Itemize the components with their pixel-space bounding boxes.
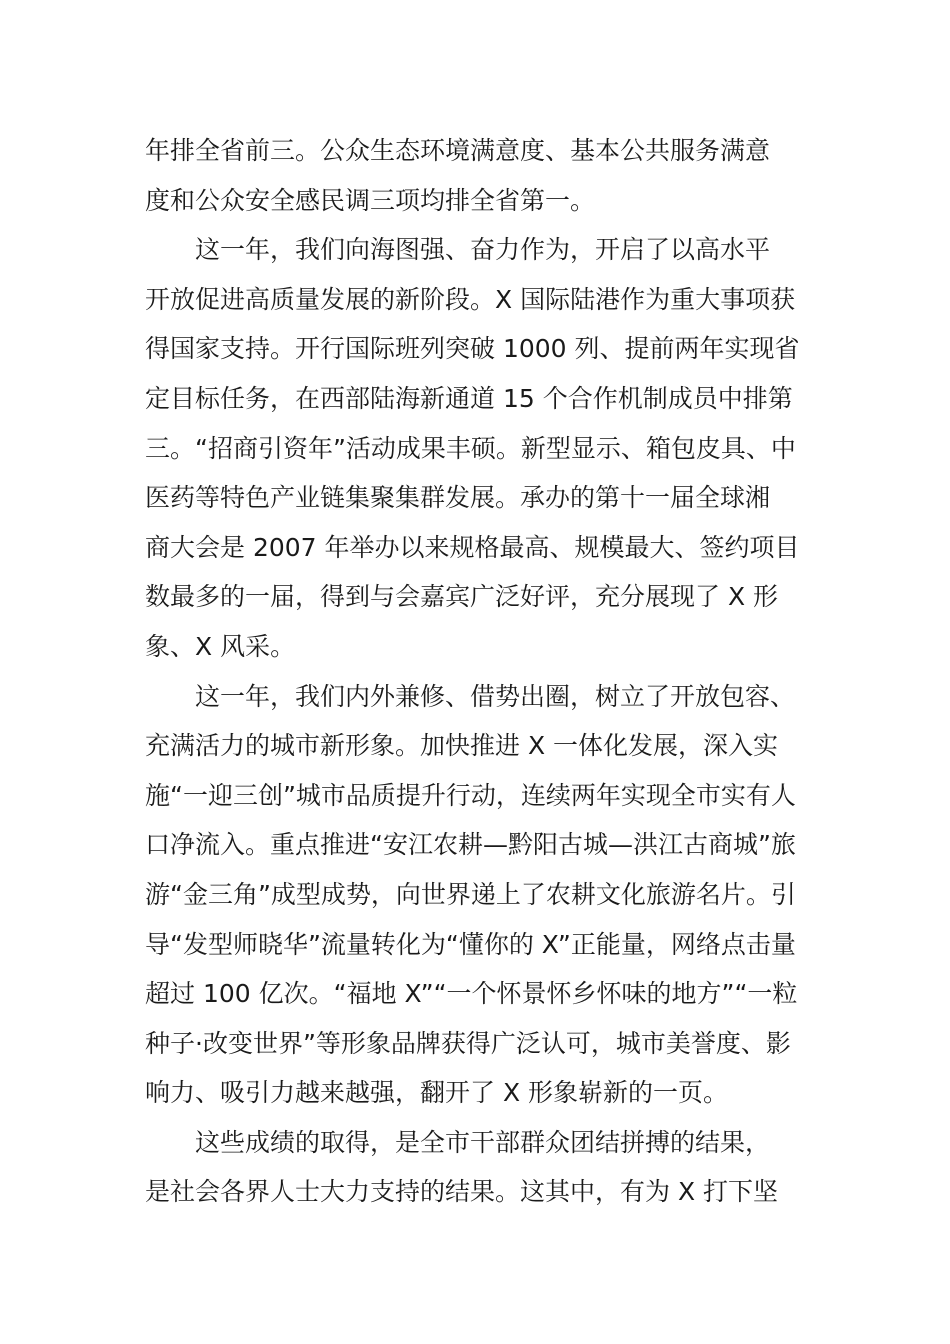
paragraph-1 xyxy=(145,126,825,225)
body-text xyxy=(145,126,825,1217)
text-line: 响力、吸引力越来越强，翻开了 X 形象崭新的一页。 xyxy=(145,1078,729,1108)
text-line: 度和公众安全感民调三项均排全省第一。 xyxy=(145,185,596,215)
paragraph-2 xyxy=(145,225,825,671)
paragraph-4 xyxy=(145,1118,825,1217)
text-line: 是社会各界人士大力支持的结果。这其中，有为 X 打下坚 xyxy=(145,1177,779,1207)
paragraph-3 xyxy=(145,672,825,1118)
text-line: 开放促进高质量发展的新阶段。X 国际陆港作为重大事项获 xyxy=(145,284,796,314)
text-line: 种子·改变世界”等形象品牌获得广泛认可，城市美誉度、影 xyxy=(145,1028,791,1058)
text-line: 数最多的一届，得到与会嘉宾广泛好评，充分展现了 X 形 xyxy=(145,582,779,612)
text-line: 超过 100 亿次。“福地 X”“一个怀景怀乡怀味的地方”“一粒 xyxy=(145,979,798,1009)
text-line: 定目标任务，在西部陆海新通道 15 个合作机制成员中排第 xyxy=(145,383,793,413)
text-line: 三。“招商引资年”活动成果丰硕。新型显示、箱包皮具、中 xyxy=(145,433,796,463)
text-line: 这一年，我们向海图强、奋力作为，开启了以高水平 xyxy=(195,235,771,265)
text-line: 医药等特色产业链集聚集群发展。承办的第十一届全球湘 xyxy=(145,483,771,513)
text-line: 这一年，我们内外兼修、借势出圈，树立了开放包容、 xyxy=(195,681,796,711)
text-line: 商大会是 2007 年举办以来规格最高、规模最大、签约项目 xyxy=(145,532,800,562)
text-line: 游“金三角”成型成势，向世界递上了农耕文化旅游名片。引 xyxy=(145,879,796,909)
text-line: 充满活力的城市新形象。加快推进 X 一体化发展，深入实 xyxy=(145,731,779,761)
text-line: 导“发型师晓华”流量转化为“懂你的 X”正能量，网络点击量 xyxy=(145,929,796,959)
text-line: 得国家支持。开行国际班列突破 1000 列、提前两年实现省 xyxy=(145,334,800,364)
text-line: 口净流入。重点推进“安江农耕—黔阳古城—洪江古商城”旅 xyxy=(145,830,796,860)
text-line: 象、X 风采。 xyxy=(145,631,296,661)
text-line: 这些成绩的取得，是全市干部群众团结拼搏的结果， xyxy=(195,1127,771,1157)
text-line: 年排全省前三。公众生态环境满意度、基本公共服务满意 xyxy=(145,136,771,165)
text-line: 施“一迎三创”城市品质提升行动，连续两年实现全市实有人 xyxy=(145,780,796,810)
